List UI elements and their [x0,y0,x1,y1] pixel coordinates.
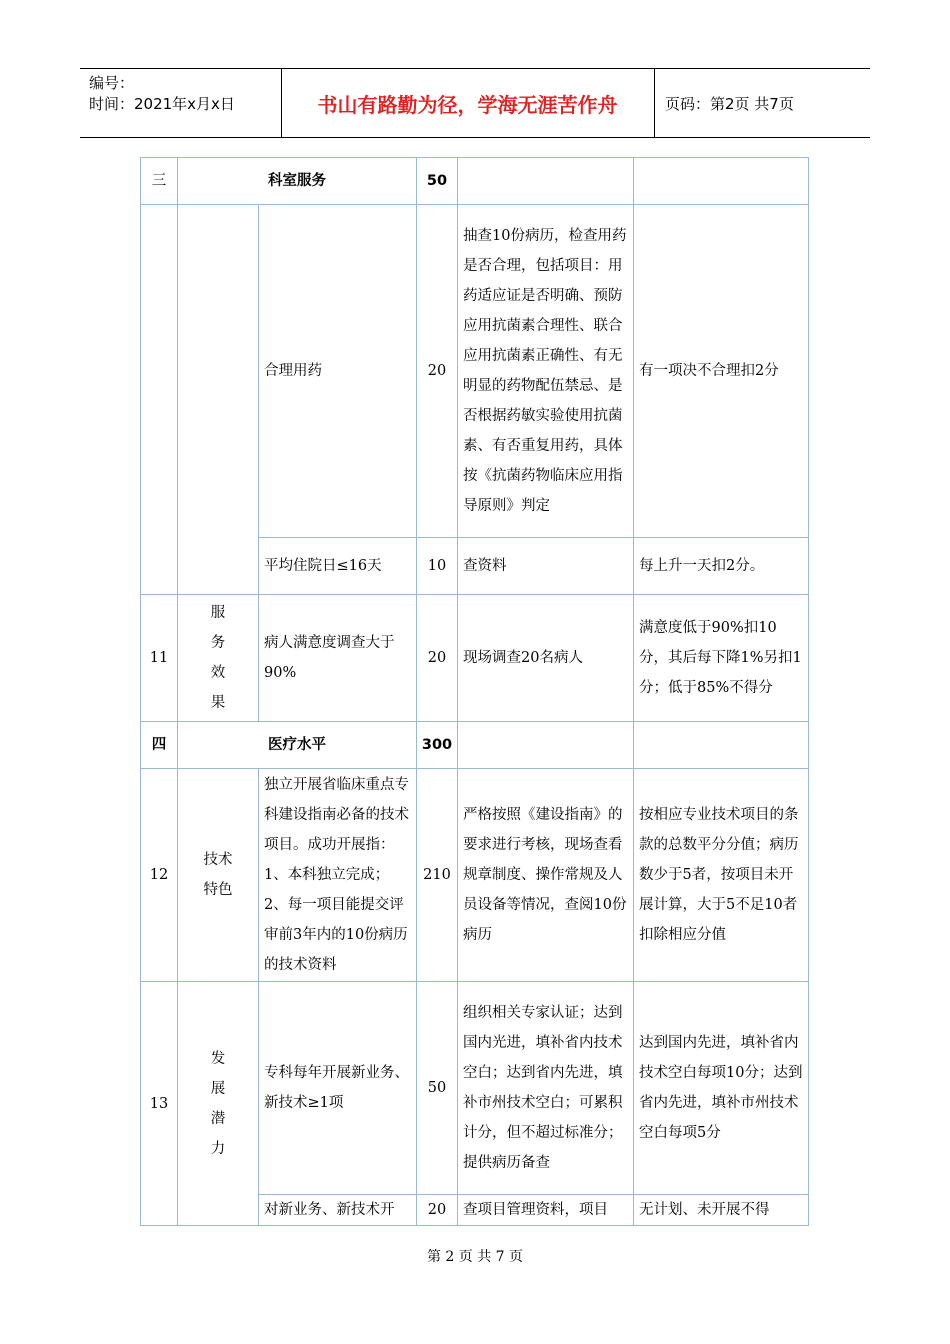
page-info: 页码：第2页 共7页 [665,94,794,113]
item-cell: 病人满意度调查大于90% [259,595,417,722]
empty-cell [634,158,809,205]
empty-cell [634,722,809,769]
table-row [141,595,809,722]
row-number-cell: 11 [141,595,178,722]
section-number: 四 [141,722,178,769]
section-row [141,722,809,769]
method-cell: 组织相关专家认证；达到国内光进，填补省内技术空白；达到省内先进，填补市州技术空白；可累积计分，但不超过标准分；提供病历备查 [458,982,634,1195]
page-footer: 第 2 页 共 7 页 [426,1249,524,1265]
score-cell: 20 [417,595,458,722]
section-score: 300 [417,722,458,769]
standard-cell: 按相应专业技术项目的条款的总数平分分值；病历数少于5者，按项目未开展计算，大于5不足10者扣除相应分值 [634,769,809,982]
section-number: 三 [141,158,178,205]
method-cell: 查项目管理资料，项目 [458,1195,634,1226]
standard-cell: 满意度低于90%扣10分，其后每下降1%另扣1分；低于85%不得分 [634,595,809,722]
category-cell [178,982,259,1226]
assessment-table [140,157,809,1226]
category-label: 服 务 效 果 [210,605,226,711]
table-row [141,982,809,1195]
section-row [141,158,809,205]
empty-cell [458,722,634,769]
category-label: 技术 特色 [203,852,233,898]
number-label: 编号： [89,74,135,92]
score-cell: 10 [417,538,458,595]
category-cell [178,595,259,722]
section-score: 50 [417,158,458,205]
standard-cell: 有一项决不合理扣2分 [634,205,809,538]
item-cell: 平均住院日≤16天 [259,538,417,595]
page-header [80,68,870,138]
row-number-cell: 12 [141,769,178,982]
header-motto: 书山有路勤为径，学海无涯苦作舟 [317,92,618,117]
header-meta [89,73,235,115]
row-number-cell [141,205,178,595]
item-cell: 对新业务、新技术开 [259,1195,417,1226]
row-number-cell: 13 [141,982,178,1226]
score-cell: 20 [417,205,458,538]
section-title: 医疗水平 [178,722,417,769]
standard-cell: 无计划、未开展不得 [634,1195,809,1226]
score-cell: 50 [417,982,458,1195]
method-cell: 现场调查20名病人 [458,595,634,722]
table-row [141,769,809,982]
item-cell: 合理用药 [259,205,417,538]
header-divider [654,69,655,137]
score-cell: 20 [417,1195,458,1226]
empty-cell [458,158,634,205]
category-cell [178,205,259,595]
method-cell: 查资料 [458,538,634,595]
table-row [141,205,809,538]
score-cell: 210 [417,769,458,982]
item-cell: 独立开展省临床重点专科建设指南必备的技术项目。成功开展指：1、本科独立完成；2、每一项目能提交评审前3年内的10份病历的技术资料 [259,769,417,982]
category-cell [178,769,259,982]
item-cell: 专科每年开展新业务、新技术≥1项 [259,982,417,1195]
standard-cell: 达到国内先进，填补省内技术空白每项10分；达到省内先进，填补市州技术空白每项5分 [634,982,809,1195]
category-label: 发 展 潜 力 [210,1050,226,1157]
method-cell: 抽查10份病历，检查用药是否合理，包括项目：用药适应证是否明确、预防应用抗菌素合理性、联合应用抗菌素正确性、有无明显的药物配伍禁忌、是否根据药敏实验使用抗菌素、有否重复用药，具体按《抗菌药物临床应用指导原则》判定 [458,205,634,538]
standard-cell: 每上升一天扣2分。 [634,538,809,595]
section-title: 科室服务 [178,158,417,205]
time-label: 时间：2021年x月x日 [89,95,235,113]
method-cell: 严格按照《建设指南》的要求进行考核，现场查看规章制度、操作常规及人员设备等情况，查阅10份病历 [458,769,634,982]
